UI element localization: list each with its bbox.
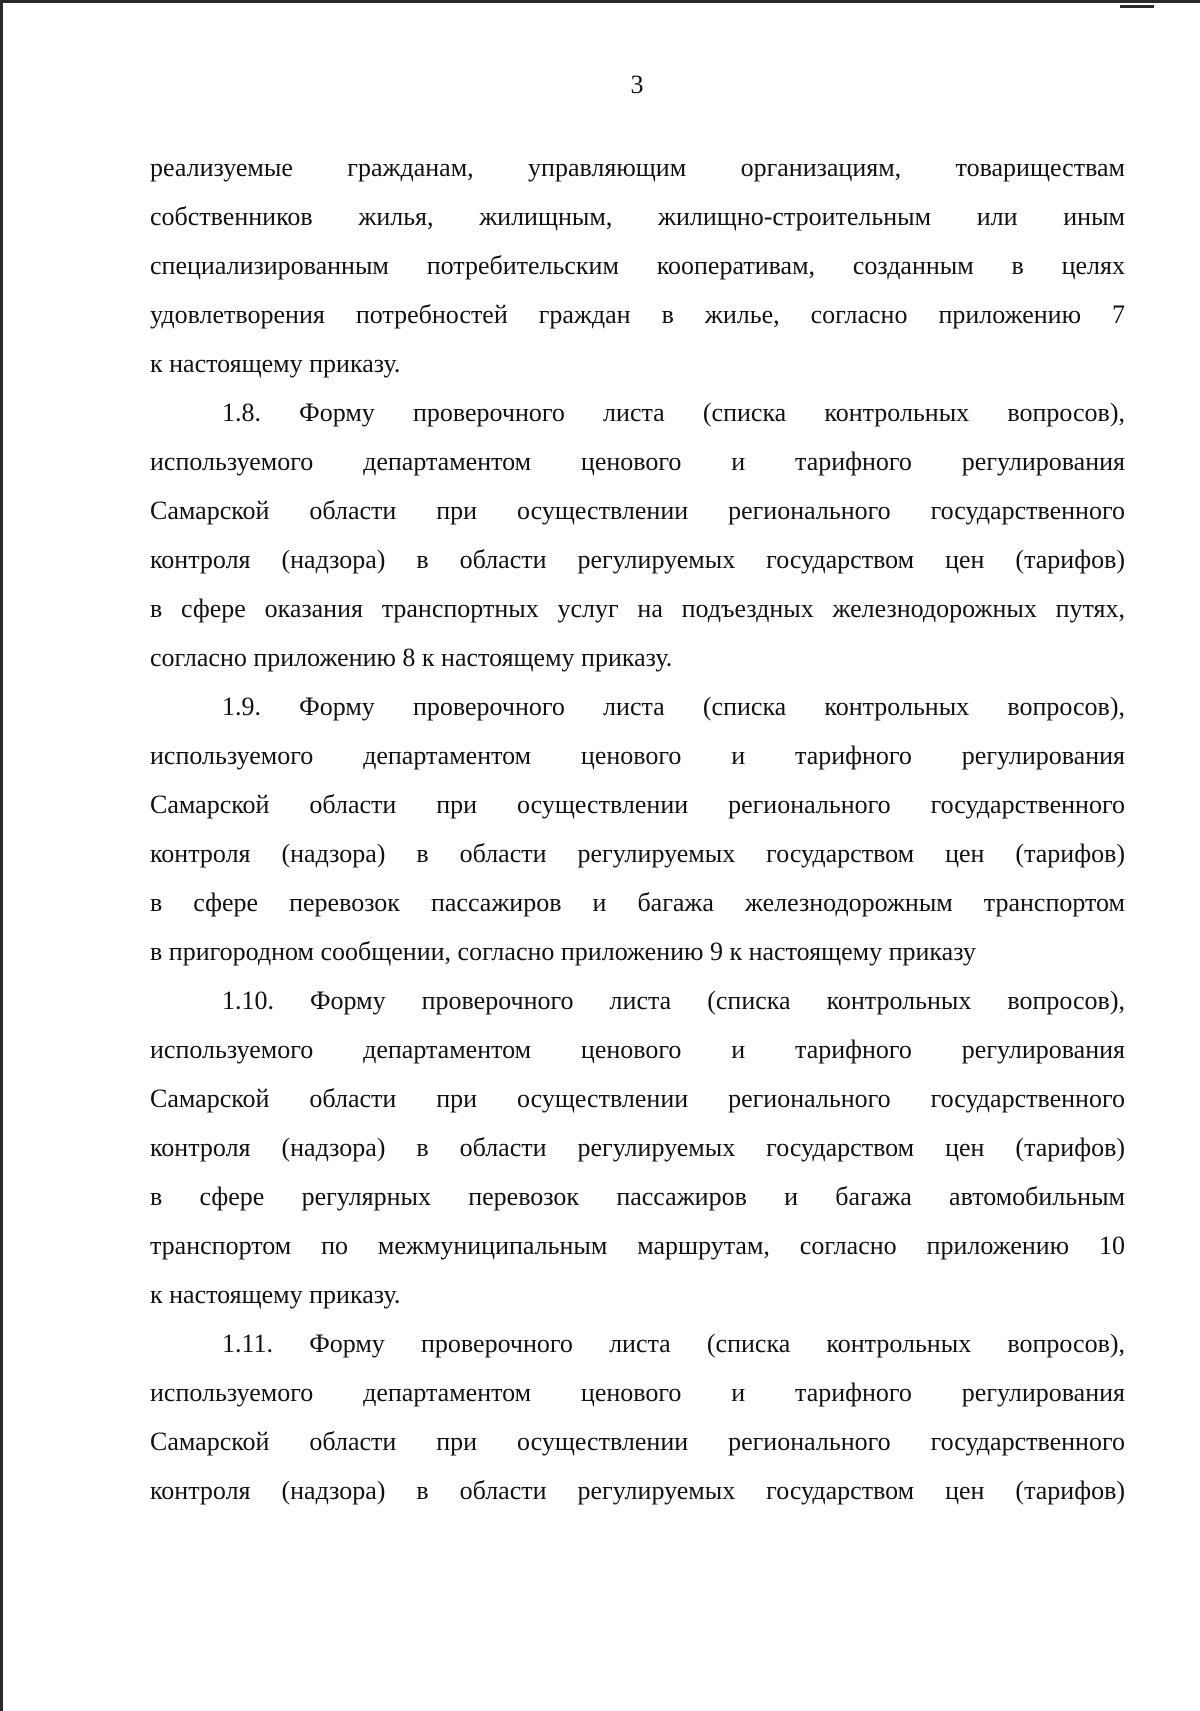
page-number: 3 [630, 70, 644, 99]
text-line: контроля (надзора) в области регулируемых государством цен (тарифов) [150, 839, 1125, 868]
scan-border-top [0, 0, 1200, 3]
text-line: собственников жилья, жилищным, жилищно-строительным или иным [150, 202, 1125, 231]
text-line: согласно приложению 8 к настоящему приказу. [150, 643, 673, 672]
document-body [150, 143, 1125, 1515]
scan-corner-mark [1120, 5, 1154, 8]
text-line: используемого департаментом ценового и тарифного регулирования [150, 741, 1125, 770]
paragraph-1-11-first-line: 1.11. Форму проверочного листа (списка контрольных вопросов), [222, 1329, 1125, 1358]
text-line: в сфере регулярных перевозок пассажиров и багажа автомобильным [150, 1182, 1125, 1211]
text-line: используемого департаментом ценового и тарифного регулирования [150, 1035, 1125, 1064]
text-line: к настоящему приказу. [150, 349, 401, 378]
text-line: Самарской области при осуществлении регионального государственного [150, 1084, 1125, 1113]
text-line: транспортом по межмуниципальным маршрутам, согласно приложению 10 [150, 1231, 1125, 1260]
text-line: удовлетворения потребностей граждан в жилье, согласно приложению 7 [150, 300, 1125, 329]
text-line: Самарской области при осуществлении регионального государственного [150, 496, 1125, 525]
text-line: в пригородном сообщении, согласно приложению 9 к настоящему приказу [150, 937, 976, 966]
text-line: контроля (надзора) в области регулируемых государством цен (тарифов) [150, 545, 1125, 574]
text-line: используемого департаментом ценового и тарифного регулирования [150, 1378, 1125, 1407]
text-line: используемого департаментом ценового и тарифного регулирования [150, 447, 1125, 476]
paragraph-1-9-first-line: 1.9. Форму проверочного листа (списка контрольных вопросов), [222, 692, 1125, 721]
text-line: Самарской области при осуществлении регионального государственного [150, 1427, 1125, 1456]
text-line: специализированным потребительским кооперативам, созданным в целях [150, 251, 1125, 280]
paragraph-1-8-first-line: 1.8. Форму проверочного листа (списка контрольных вопросов), [222, 398, 1125, 427]
text-line: реализуемые гражданам, управляющим организациям, товариществам [150, 153, 1125, 182]
text-line: контроля (надзора) в области регулируемых государством цен (тарифов) [150, 1476, 1125, 1505]
text-line: к настоящему приказу. [150, 1280, 401, 1309]
paragraph-1-10-first-line: 1.10. Форму проверочного листа (списка контрольных вопросов), [222, 986, 1125, 1015]
text-line: в сфере перевозок пассажиров и багажа железнодорожным транспортом [150, 888, 1125, 917]
text-line: Самарской области при осуществлении регионального государственного [150, 790, 1125, 819]
text-line: в сфере оказания транспортных услуг на подъездных железнодорожных путях, [150, 594, 1125, 623]
scan-border-left [0, 0, 3, 1711]
text-line: контроля (надзора) в области регулируемых государством цен (тарифов) [150, 1133, 1125, 1162]
